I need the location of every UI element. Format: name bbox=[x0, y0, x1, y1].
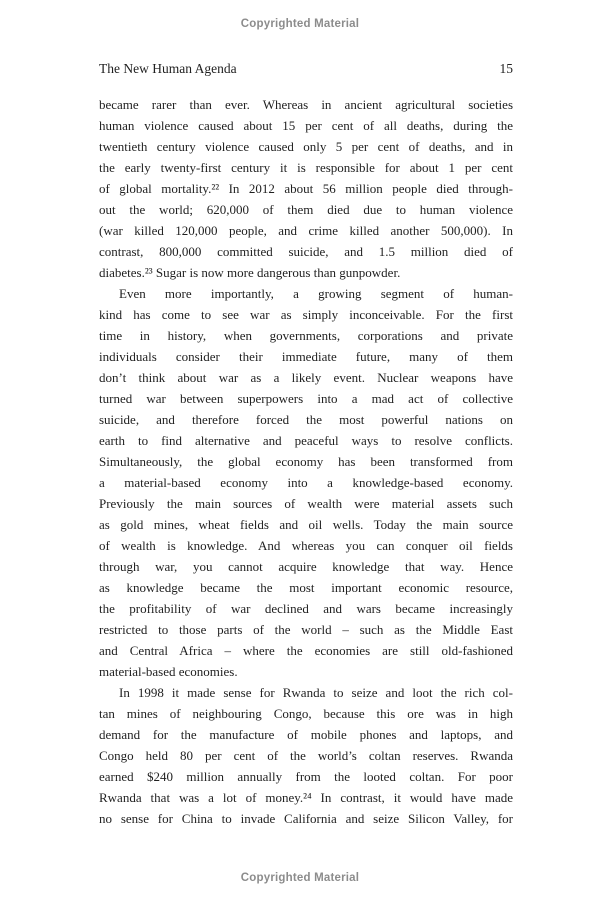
text-line: kind has come to see war as simply inconceivable. For the first bbox=[99, 307, 513, 322]
paragraph bbox=[99, 94, 513, 283]
text-line: a material-based economy into a knowledge-based economy. bbox=[99, 475, 513, 490]
running-head-title: The New Human Agenda bbox=[99, 61, 237, 76]
text-line: and Central Africa – where the economies are still old-fashioned bbox=[99, 643, 513, 658]
text-line: restricted to those parts of the world – such as the Middle East bbox=[99, 622, 513, 637]
text-line: Even more importantly, a growing segment of human- bbox=[119, 286, 513, 301]
text-line: turned war between superpowers into a mad act of collective bbox=[99, 391, 513, 406]
copyright-banner-top: Copyrighted Material bbox=[240, 18, 360, 30]
text-line: no sense for China to invade California and seize Silicon Valley, for bbox=[99, 811, 513, 826]
text-line: human violence caused about 15 per cent of all deaths, during the bbox=[99, 118, 513, 133]
text-line: Rwanda that was a lot of money.²⁴ In contrast, it would have made bbox=[99, 790, 513, 805]
text-line: through war, you cannot acquire knowledge that way. Hence bbox=[99, 559, 513, 574]
paragraph bbox=[99, 283, 513, 682]
text-line: In 1998 it made sense for Rwanda to seize and loot the rich col- bbox=[119, 685, 513, 700]
text-line: twentieth century violence caused only 5 per cent of deaths, and in bbox=[99, 139, 513, 154]
page-number: 15 bbox=[499, 61, 513, 76]
running-header bbox=[99, 61, 513, 77]
text-line: Congo held 80 per cent of the world’s coltan reserves. Rwanda bbox=[99, 748, 513, 763]
text-line: diabetes.²³ Sugar is now more dangerous than gunpowder. bbox=[99, 265, 401, 280]
text-line: of global mortality.²² In 2012 about 56 million people died through- bbox=[99, 181, 513, 196]
text-line: suicide, and therefore forced the most powerful nations on bbox=[99, 412, 513, 427]
text-line: became rarer than ever. Whereas in ancient agricultural societies bbox=[99, 97, 513, 112]
text-line: earned $240 million annually from the looted coltan. For poor bbox=[99, 769, 513, 784]
text-line: demand for the manufacture of mobile phones and laptops, and bbox=[99, 727, 513, 742]
text-line: individuals consider their immediate future, many of them bbox=[99, 349, 513, 364]
text-line: the profitability of war declined and wars became increasingly bbox=[99, 601, 513, 616]
page-body bbox=[99, 94, 513, 829]
text-line: tan mines of neighbouring Congo, because this ore was in high bbox=[99, 706, 513, 721]
copyright-banner-bottom: Copyrighted Material bbox=[240, 872, 360, 884]
text-line: of wealth is knowledge. And whereas you can conquer oil fields bbox=[99, 538, 513, 553]
text-line: as knowledge became the most important economic resource, bbox=[99, 580, 513, 595]
text-line: the early twenty-first century it is responsible for about 1 per cent bbox=[99, 160, 513, 175]
text-line: contrast, 800,000 committed suicide, and 1.5 million died of bbox=[99, 244, 513, 259]
text-line: don’t think about war as a likely event. Nuclear weapons have bbox=[99, 370, 513, 385]
text-line: material-based economies. bbox=[99, 664, 238, 679]
text-line: out the world; 620,000 of them died due to human violence bbox=[99, 202, 513, 217]
paragraph bbox=[99, 682, 513, 829]
text-line: earth to find alternative and peaceful ways to resolve conflicts. bbox=[99, 433, 513, 448]
text-line: as gold mines, wheat fields and oil wells. Today the main source bbox=[99, 517, 513, 532]
text-line: Previously the main sources of wealth were material assets such bbox=[99, 496, 513, 511]
text-line: (war killed 120,000 people, and crime killed another 500,000). In bbox=[99, 223, 513, 238]
text-line: time in history, when governments, corporations and private bbox=[99, 328, 513, 343]
text-line: Simultaneously, the global economy has been transformed from bbox=[99, 454, 513, 469]
